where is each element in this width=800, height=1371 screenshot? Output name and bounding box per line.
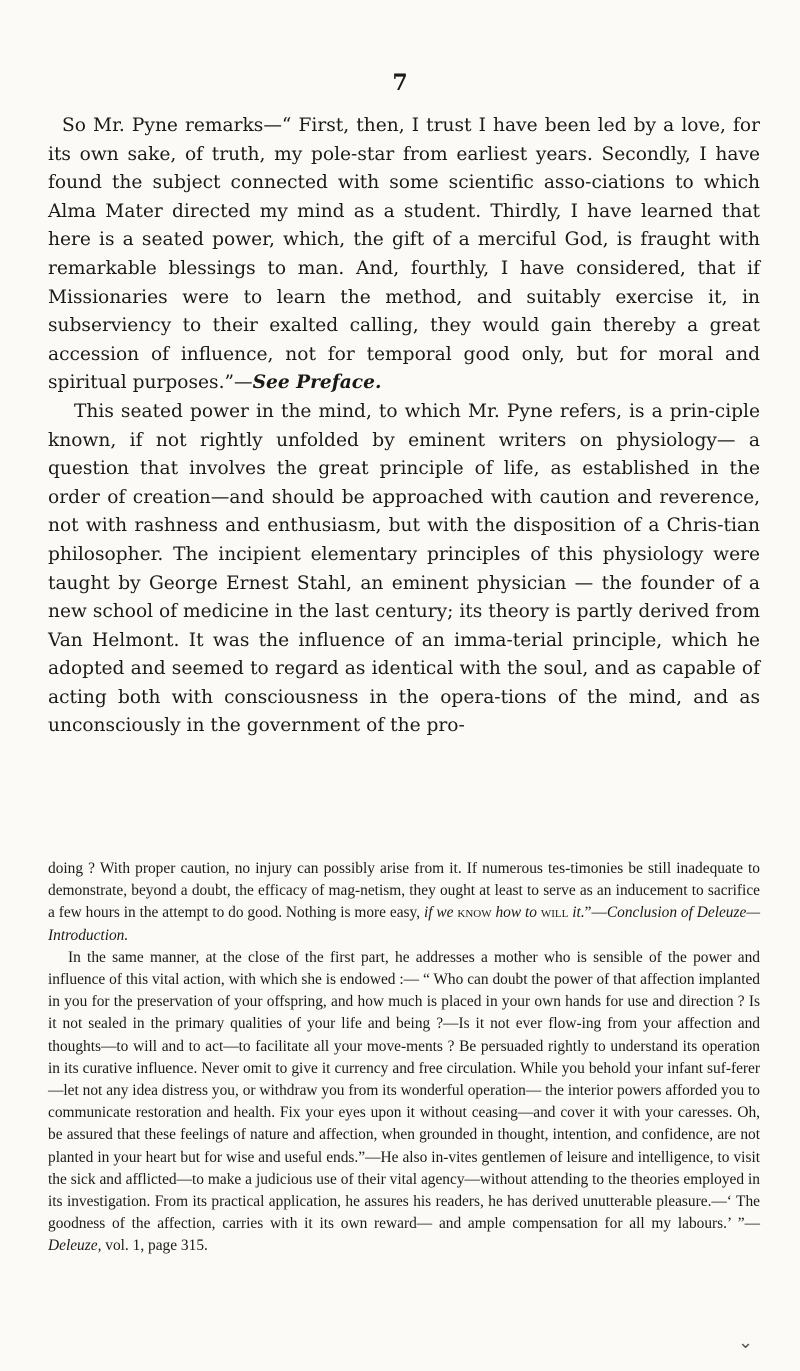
emphasis: know xyxy=(457,904,492,922)
paragraph-text: So Mr. Pyne remarks—“ First, then, I trust I have been led by a love, for its own sake, of truth, my pole-star from earliest years. Secondly, I have found the subject connected with some scientific asso-ciations to which Alma Mater directed my mind as a student. Thirdly, I have learned that here is a seated power, which, the gift of a merciful God, is fraught with remarkable blessings to man. And, fourthly, I have considered, that if Missionaries were to learn the method, and suitably exercise it, in subserviency to their exalted calling, they would gain thereby a great accession of influence, not for temporal good only, but for moral and spiritual purposes.”— xyxy=(48,115,760,394)
footnote xyxy=(48,858,760,1258)
footnote-text: vol. 1, page 315. xyxy=(101,1237,208,1255)
reference: Conclusion of Deleuze—Introduction. xyxy=(48,904,760,944)
emphasis: if we xyxy=(423,904,454,922)
emphasis: how to xyxy=(495,904,537,922)
footnote-text: In the same manner, at the close of the first part, he addresses a mother who is sensible of the power and influence of this vital action, with which she is endowed :— “ Who can doubt the power of that affection implanted in you for the preservation of your offspring, and how much is placed in your own hands for use and direction ? Is it not sealed in the primary qualities of your life and being ?—Is it not ever flow-ing from your affection and thoughts—to will and to act—to facilitate all your move-ments ? Be persuaded rightly to understand its operation in its curative influence. Never omit to give it currency and free circulation. While you behold your infant suf-ferer—let not any idea distress you, or withdraw you from its wonderful operation— the interior powers afforded you to communicate restoration and health. Fix your eyes upon it without ceasing—and cover it with your caresses. Oh, be assured that these feelings of nature and affection, when grounded in thought, intention, and confidence, are not planted in your heart but for wise and useful ends.”—He also in-vites gentlemen of leisure and intelligence, to visit the sick and afflicted—to make a judicious use of their vital agency—without attending to the theories employed in its investigation. From its practical application, he assures his readers, he has derived unutterable pleasure.—‘ The goodness of the affection, carries with it its own reward— and ample compensation for all my labours.’ ”— xyxy=(48,948,760,1233)
reference: Deleuze, xyxy=(48,1237,102,1255)
main-paragraph xyxy=(48,398,760,741)
footnote-text: doing ? With proper caution, no injury can possibly arise from it. If numerous tes-timonies be still inadequate to demonstrate, beyond a doubt, the efficacy of mag-netism, they ought at least to serve as an inducement to sacrifice a few hours in the attempt to do good. Nothing is more easy, xyxy=(48,860,760,922)
end-mark-icon: ⌄ xyxy=(738,1332,754,1353)
emphasis: it. xyxy=(572,904,585,922)
footnote-paragraph xyxy=(48,947,760,1258)
page-number: 7 xyxy=(392,70,408,96)
emphasis: will xyxy=(540,904,569,922)
footnote-text: ”— xyxy=(584,904,607,922)
main-paragraph xyxy=(48,112,760,398)
reference: See Preface. xyxy=(252,372,382,394)
paragraph-text: This seated power in the mind, to which Mr. Pyne refers, is a prin-ciple known, if not rightly unfolded by eminent writers on physiology— a question that involves the great principle of life, as established in the order of creation—and should be approached with caution and reverence, not with rashness and enthusiasm, but with the disposition of a Chris-tian philosopher. The incipient elementary principles of this physiology were taught by George Ernest Stahl, an eminent physician — the founder of a new school of medicine in the last century; its theory is partly derived from Van Helmont. It was the influence of an imma-terial principle, which he adopted and seemed to regard as identical with the soul, and as capable of acting both with consciousness in the opera-tions of the mind, and as unconsciously in the government of the pro- xyxy=(48,400,760,737)
main-text xyxy=(48,112,760,741)
footnote-paragraph xyxy=(48,858,760,947)
